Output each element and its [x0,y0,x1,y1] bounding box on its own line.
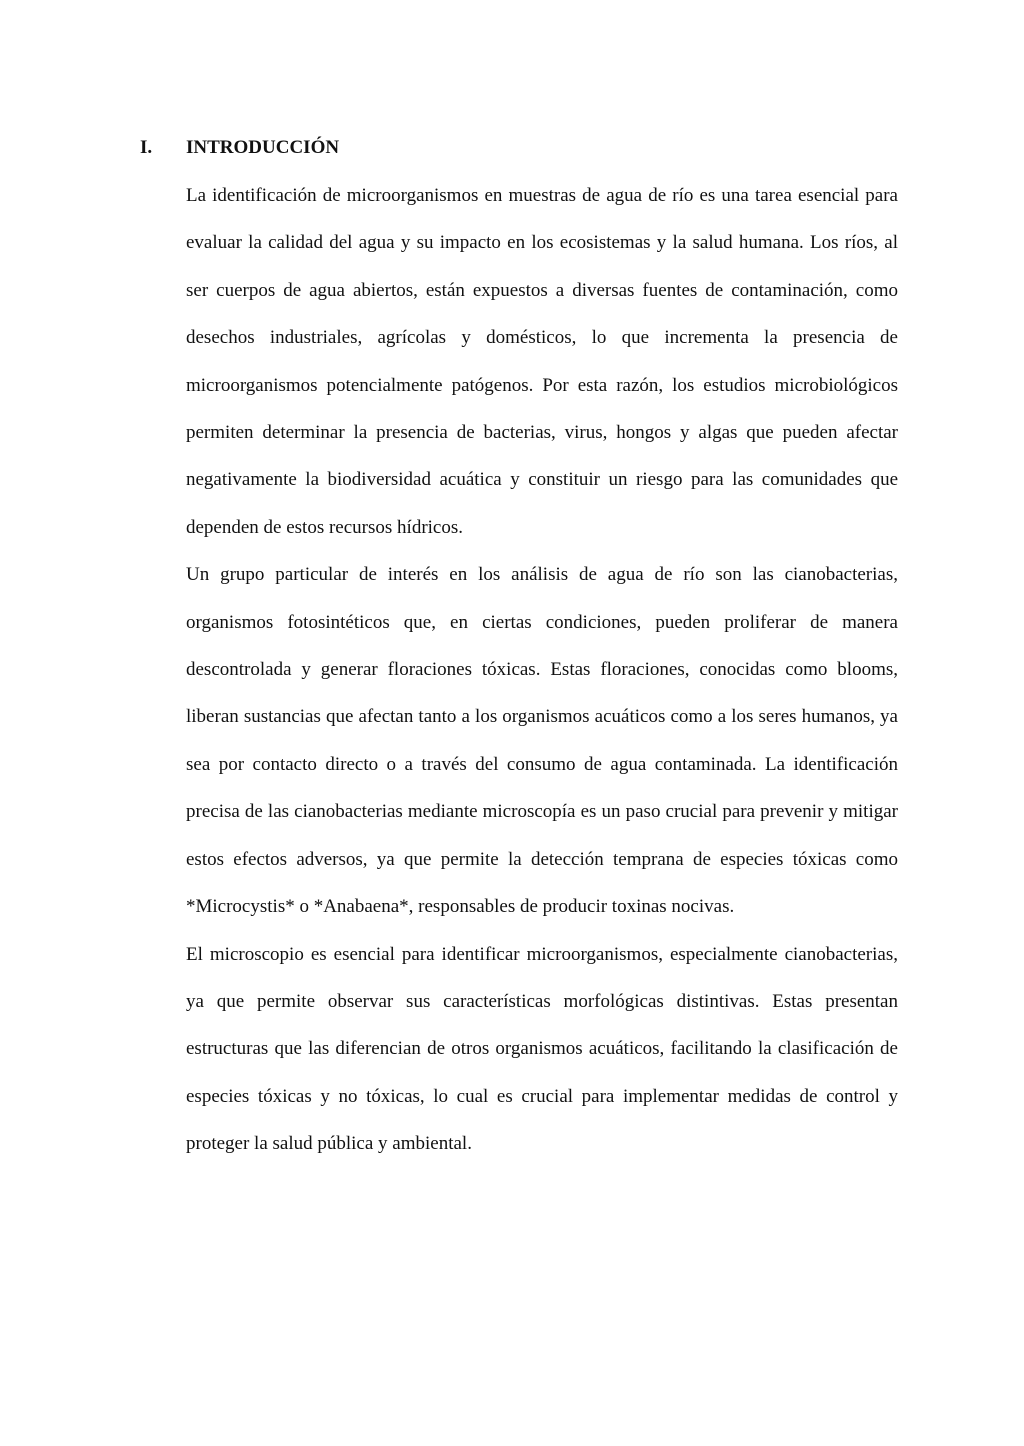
section-number: I. [140,137,153,158]
paragraph-3: El microscopio es esencial para identificar microorganismos, especialmente cianobacterias, ya que permite observar sus características morfológicas distintivas. Estas presentan estructuras que las diferencian de otros organismos acuáticos, facilitando la clasificación de especies tóxicas y no tóxicas, lo cual es crucial para implementar medidas de control y proteger la salud pública y ambiental. [186,943,898,1155]
paragraph-1: La identificación de microorganismos en muestras de agua de río es una tarea esencial para evaluar la calidad del agua y su impacto en los ecosistemas y la salud humana. Los ríos, al ser cuerpos de agua abiertos, están expuestos a diversas fuentes de contaminación, como desechos industriales, agrícolas y domésticos, lo que incrementa la presencia de microorganismos potencialmente patógenos. Por esta razón, los estudios microbiológicos permiten determinar la presencia de bacterias, virus, hongos y algas que pueden afectar negativamente la biodiversidad acuática y constituir un riesgo para las comunidades que dependen de estos recursos hídricos. [186,185,898,538]
section-title: INTRODUCCIÓN [186,137,340,158]
section-body [186,172,898,1168]
paragraph-2: Un grupo particular de interés en los análisis de agua de río son las cianobacterias, organismos fotosintéticos que, en ciertas condiciones, pueden proliferar de manera descontrolada y generar floraciones tóxicas. Estas floraciones, conocidas como blooms, liberan sustancias que afectan tanto a los organismos acuáticos como a los seres humanos, ya sea por contacto directo o a través del consumo de agua contaminada. La identificación precisa de las cianobacterias mediante microscopía es un paso crucial para prevenir y mitigar estos efectos adversos, ya que permite la detección temprana de especies tóxicas como *Microcystis* o *Anabaena*, responsables de producir toxinas nocivas. [186,564,898,918]
section-heading [140,133,900,163]
